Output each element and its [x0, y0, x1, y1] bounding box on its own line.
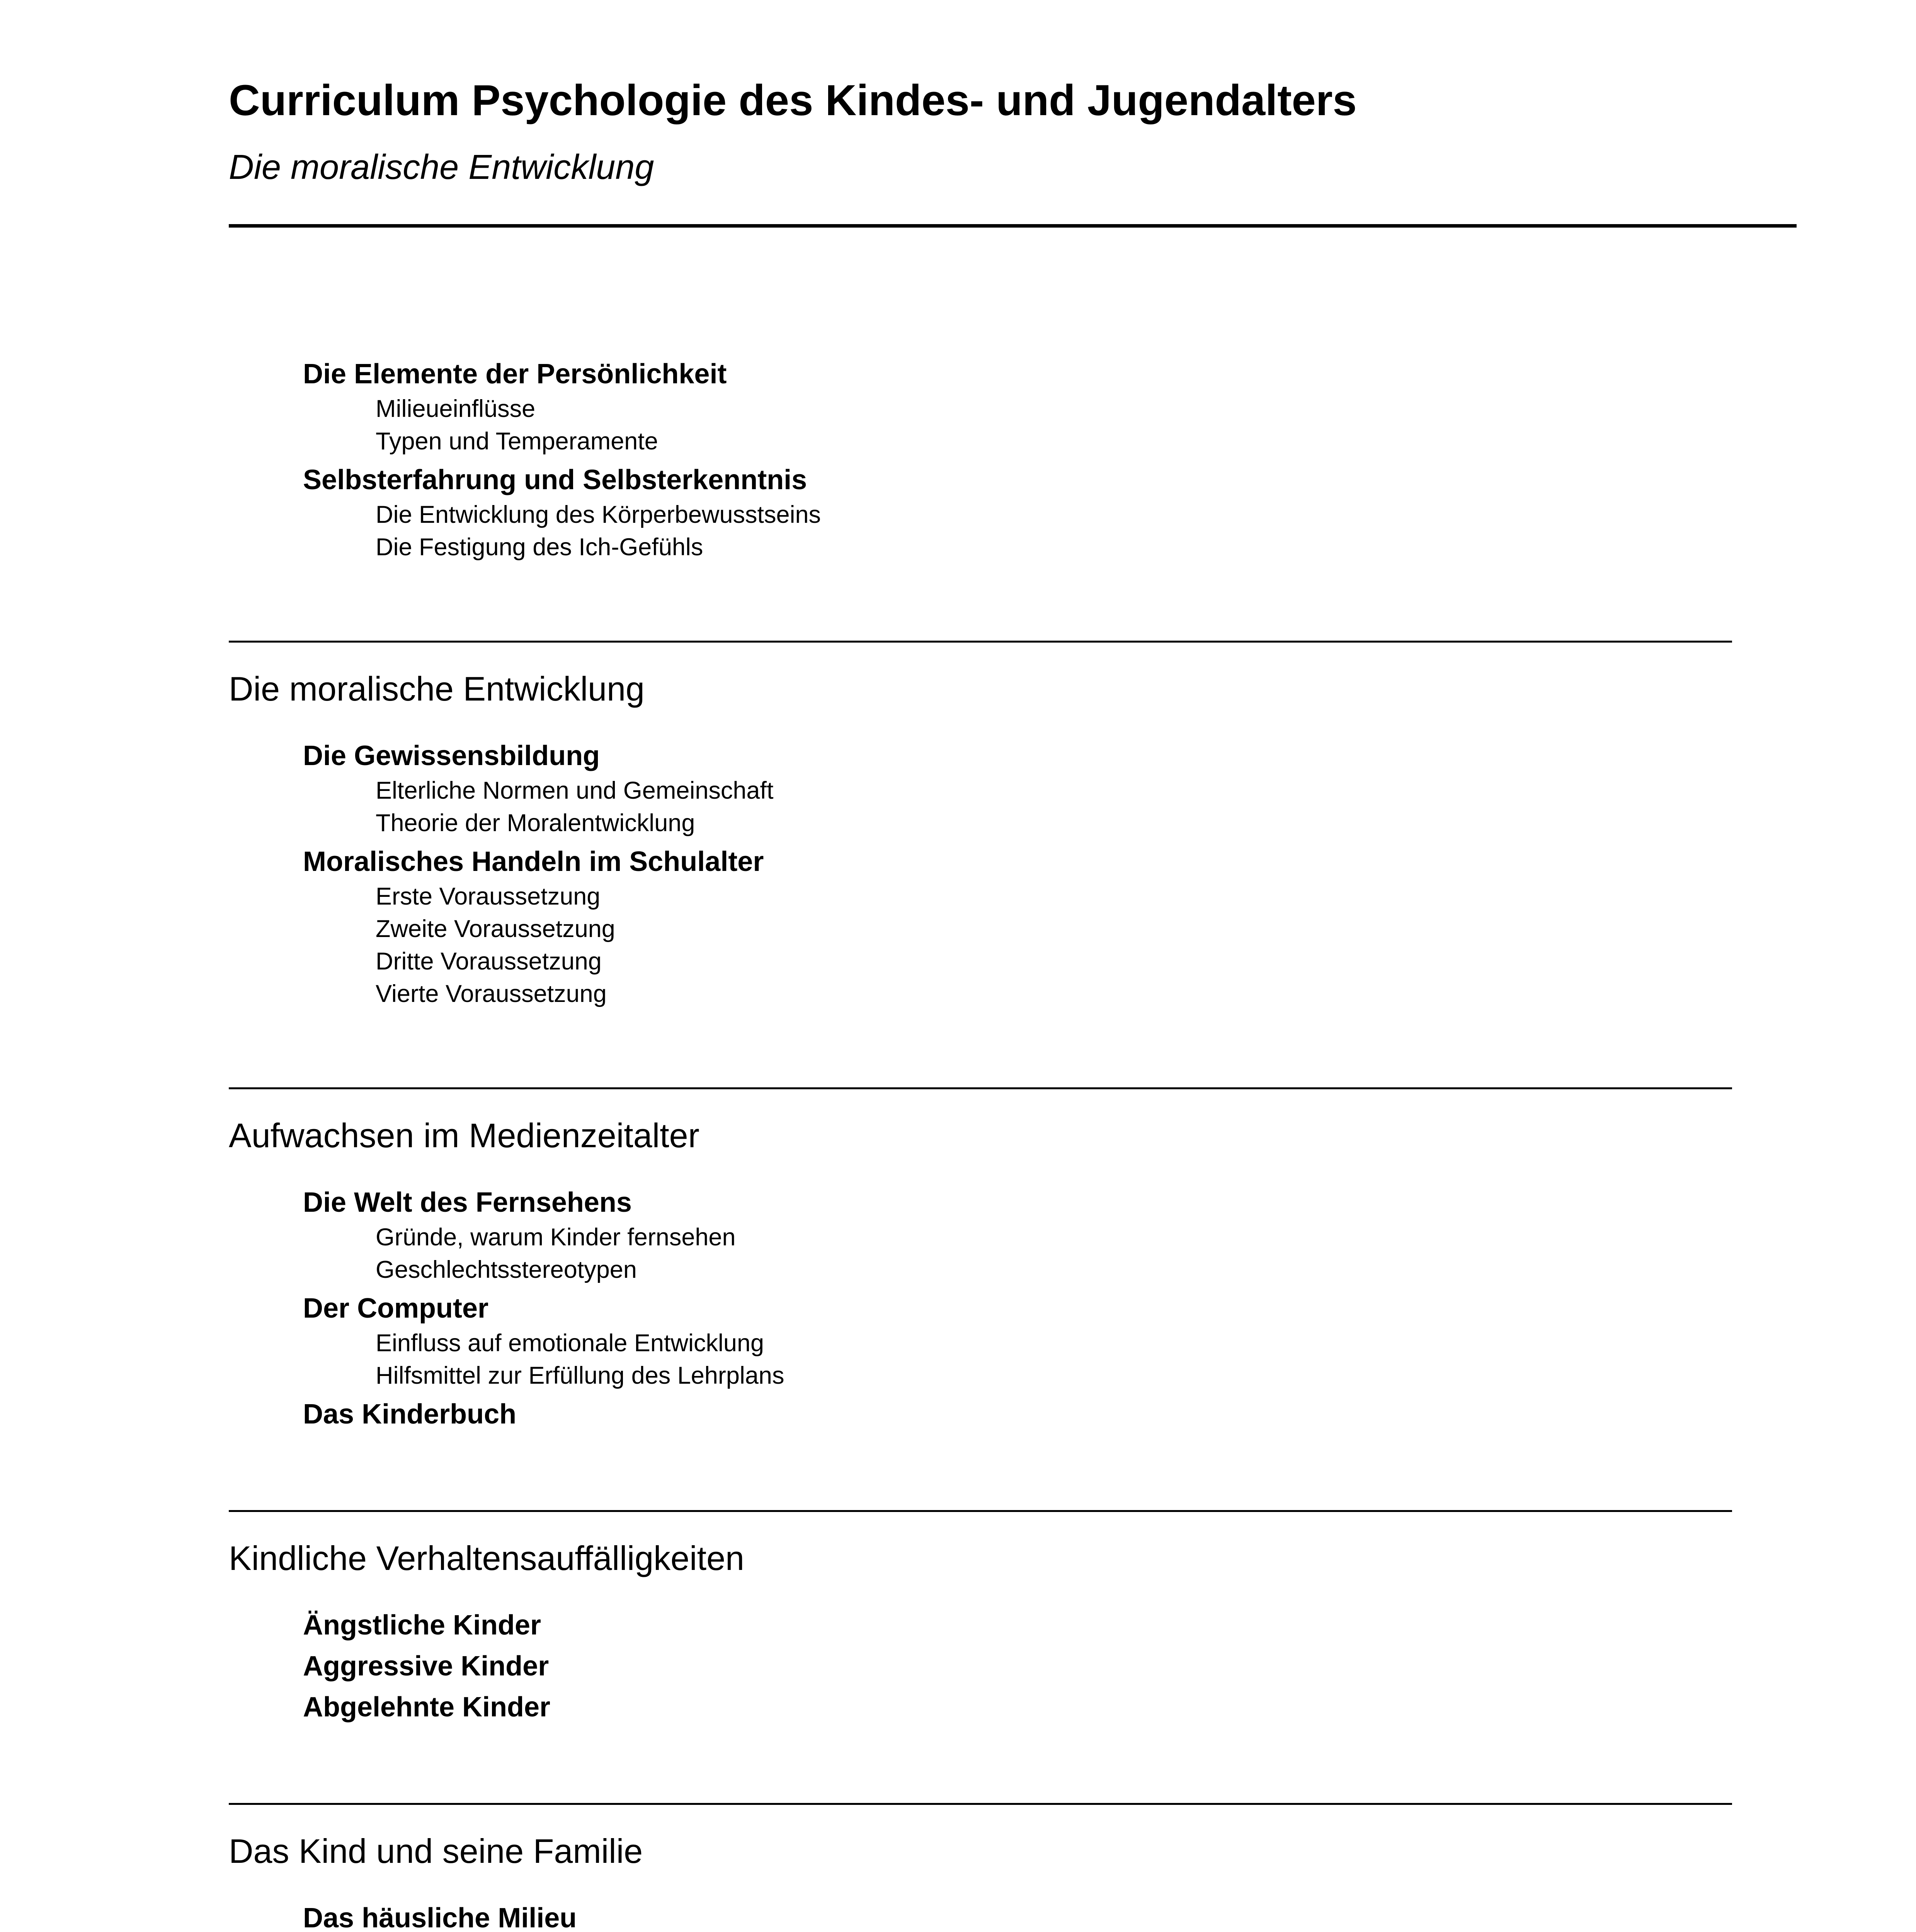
section-heading: Aufwachsen im Medienzeitalter — [229, 1116, 699, 1155]
section-divider — [229, 1087, 1732, 1089]
topic-group — [303, 1689, 1732, 1726]
section-heading: Das Kind und seine Familie — [229, 1832, 643, 1870]
subtopic-item: Vierte Voraussetzung — [376, 980, 607, 1007]
document-title: Curriculum Psychologie des Kindes- und Jugendalters — [229, 76, 1357, 124]
topic-group — [303, 1184, 1732, 1286]
topic-title: Die Welt des Fernsehens — [303, 1187, 632, 1218]
subtopic-item: Geschlechtsstereotypen — [376, 1256, 637, 1283]
subtopic-item: Typen und Temperamente — [376, 428, 658, 455]
topic-title: Aggressive Kinder — [303, 1651, 549, 1682]
curriculum-section — [229, 1803, 1732, 1932]
curriculum-outline — [229, 355, 1732, 1932]
topic-group — [303, 1648, 1732, 1685]
intro-topics — [229, 355, 1732, 563]
section-heading: Kindliche Verhaltensauffälligkeiten — [229, 1539, 744, 1577]
subtopic-item: Elterliche Normen und Gemeinschaft — [376, 777, 774, 804]
subtopic-item: Gründe, warum Kinder fernsehen — [376, 1224, 736, 1251]
section-heading: Die moralische Entwicklung — [229, 670, 645, 708]
topic-group — [303, 355, 1732, 457]
curriculum-section — [229, 641, 1732, 1010]
curriculum-section — [229, 1510, 1732, 1726]
topic-group — [303, 1607, 1732, 1644]
subtopic-item: Theorie der Moralentwicklung — [376, 810, 695, 837]
topic-title: Selbsterfahrung und Selbsterkenntnis — [303, 464, 807, 495]
topic-title: Moralisches Handeln im Schulalter — [303, 846, 764, 877]
curriculum-section — [229, 1087, 1732, 1433]
topic-title: Das häusliche Milieu — [303, 1903, 577, 1932]
subtopic-item: Milieueinflüsse — [376, 395, 536, 422]
document-subtitle: Die moralische Entwicklung — [229, 148, 654, 187]
topic-title: Der Computer — [303, 1293, 489, 1324]
header-divider — [229, 224, 1797, 228]
section-divider — [229, 1803, 1732, 1805]
subtopic-item: Dritte Voraussetzung — [376, 948, 602, 975]
subtopic-item: Erste Voraussetzung — [376, 883, 601, 910]
topic-group — [303, 1396, 1732, 1433]
topic-group — [303, 843, 1732, 1010]
subtopic-item: Die Festigung des Ich-Gefühls — [376, 534, 703, 561]
subtopic-item: Die Entwicklung des Körperbewusstseins — [376, 501, 821, 528]
topic-title: Ängstliche Kinder — [303, 1610, 541, 1641]
section-divider — [229, 1510, 1732, 1512]
topic-group — [303, 1900, 1732, 1932]
section-divider — [229, 641, 1732, 643]
topic-title: Die Elemente der Persönlichkeit — [303, 359, 727, 389]
topic-title: Abgelehnte Kinder — [303, 1692, 551, 1723]
topic-group — [303, 737, 1732, 839]
subtopic-item: Zweite Voraussetzung — [376, 915, 615, 942]
topic-title: Die Gewissensbildung — [303, 740, 600, 771]
topic-group — [303, 1290, 1732, 1392]
document-header — [229, 73, 1794, 189]
topic-title: Das Kinderbuch — [303, 1399, 517, 1430]
topic-group — [303, 461, 1732, 563]
subtopic-item: Hilfsmittel zur Erfüllung des Lehrplans — [376, 1362, 784, 1389]
subtopic-item: Einfluss auf emotionale Entwicklung — [376, 1330, 764, 1357]
